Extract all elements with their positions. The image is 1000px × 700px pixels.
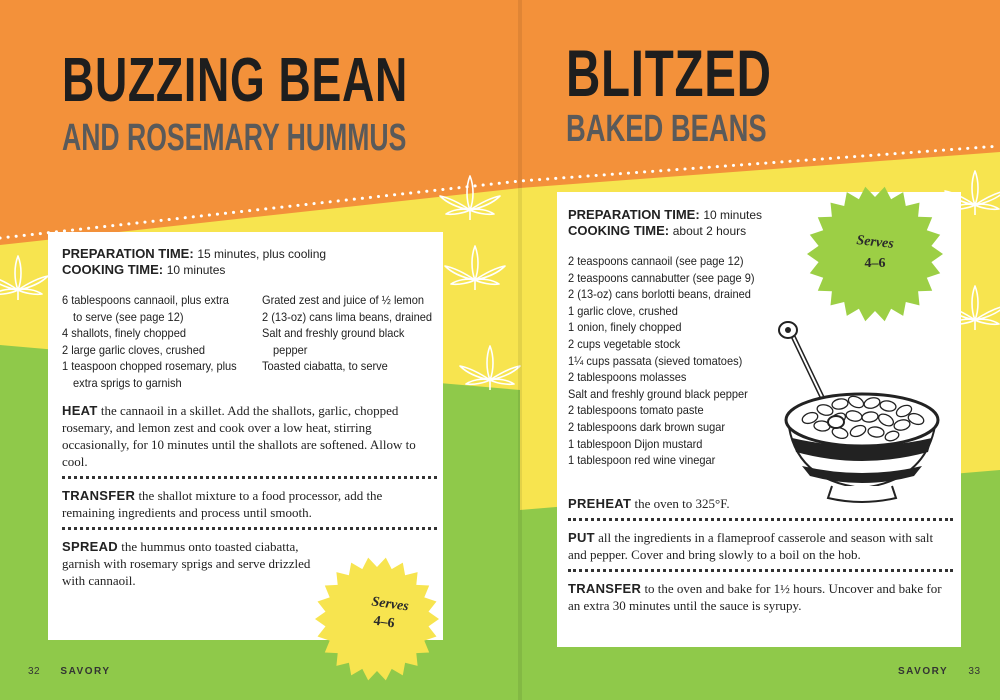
ingredient-item: 2 teaspoons cannabutter (see page 9) xyxy=(568,270,755,285)
recipe-subtitle: BAKED BEANS xyxy=(566,108,767,150)
prep-time-value: 10 minutes xyxy=(703,208,763,222)
ingredient-column xyxy=(262,292,432,375)
ingredient-item: 1¼ cups passata (sieved tomatoes) xyxy=(568,353,743,368)
cook-time-value: about 2 hours xyxy=(672,224,747,238)
serves-badge-value: 4–6 xyxy=(864,256,886,271)
ingredient-item: 2 teaspoons cannaoil (see page 12) xyxy=(568,254,744,268)
serves-badge-label: Serves xyxy=(370,594,410,615)
step-text: the shallot mixture to a food processor, add the remaining ingredients and process until smooth. xyxy=(62,488,383,520)
ingredient-item: 2 (13-oz) cans borlotti beans, drained xyxy=(568,287,751,302)
ingredient-item: 2 (13-oz) cans lima beans, drained xyxy=(262,309,432,324)
prep-time-label: PREPARATION TIME: xyxy=(568,207,700,222)
ingredient-list xyxy=(62,292,437,402)
step-text: the oven to 325°F. xyxy=(631,495,730,511)
ingredient-item: 4 shallots, finely chopped xyxy=(62,326,186,341)
step-text: to the oven and bake for 1½ hours. Uncover and bake for an extra 30 minutes until the sauce is syrupy. xyxy=(568,580,942,613)
ingredient-item: extra sprigs to garnish xyxy=(73,375,182,390)
step-text: all the ingredients in a flameproof casserole and season with salt and pepper. Cover and bring slowly to a boil on the hob. xyxy=(568,529,934,562)
ingredient-item: 1 tablespoon red wine vinegar xyxy=(568,453,716,468)
ingredient-item: 2 large garlic cloves, crushed xyxy=(62,342,205,357)
step-text: the cannaoil in a skillet. Add the shallots, garlic, chopped rosemary, and lemon zest and cook over a low heat, stirring occasionally, for 10 minutes until the shallots are softened. Allow to cool. xyxy=(62,403,416,469)
ingredient-column xyxy=(62,292,237,392)
ingredient-item: Toasted ciabatta, to serve xyxy=(262,359,388,374)
ingredient-item: 2 tablespoons molasses xyxy=(568,370,687,385)
step-verb: TRANSFER xyxy=(568,580,642,596)
method-step xyxy=(568,529,953,563)
step-verb: TRANSFER xyxy=(62,488,136,503)
method-step xyxy=(62,538,317,589)
page-number: 33 xyxy=(968,666,981,677)
step-verb: SPREAD xyxy=(62,539,118,554)
method-step xyxy=(62,487,437,521)
cook-time xyxy=(62,262,437,278)
recipe-title: BLITZED xyxy=(566,36,772,110)
method-step xyxy=(568,580,953,614)
ingredient-item: pepper xyxy=(273,342,308,357)
ingredient-item: 1 teaspoon chopped rosemary, plus xyxy=(62,359,237,374)
ingredient-item: 1 garlic clove, crushed xyxy=(568,303,678,318)
ingredient-item: Salt and freshly ground black xyxy=(262,326,405,341)
dotted-divider xyxy=(568,569,953,572)
method-step xyxy=(62,402,437,470)
step-verb: PREHEAT xyxy=(568,495,632,511)
ingredient-item: 6 tablespoons cannaoil, plus extra xyxy=(62,293,229,307)
cook-time-label: COOKING TIME: xyxy=(568,223,670,238)
cook-time-label: COOKING TIME: xyxy=(62,262,164,277)
ingredient-item: 1 tablespoon Dijon mustard xyxy=(568,436,703,451)
section-name: SAVORY xyxy=(898,666,949,677)
ingredient-item: 2 tablespoons tomato paste xyxy=(568,403,704,418)
dotted-divider xyxy=(62,527,437,530)
page-number: 32 xyxy=(28,666,41,677)
cook-time-value: 10 minutes xyxy=(166,263,226,277)
prep-time-label: PREPARATION TIME: xyxy=(62,246,194,261)
page-footer-right xyxy=(898,666,981,677)
ingredient-item: to serve (see page 12) xyxy=(73,309,184,324)
recipe-title: BUZZING BEAN xyxy=(62,46,408,115)
serves-badge-value: 4–6 xyxy=(372,613,396,632)
recipe-subtitle: AND ROSEMARY HUMMUS xyxy=(62,117,407,159)
dotted-divider xyxy=(62,476,437,479)
prep-time xyxy=(62,246,437,262)
ingredient-item: Salt and freshly ground black pepper xyxy=(568,386,748,401)
step-verb: PUT xyxy=(568,529,595,545)
ingredient-item: 2 cups vegetable stock xyxy=(568,336,681,351)
step-verb: HEAT xyxy=(62,403,98,418)
prep-time-value: 15 minutes, plus cooling xyxy=(197,247,327,261)
ingredient-item: 2 tablespoons dark brown sugar xyxy=(568,419,726,434)
page-footer-left xyxy=(28,666,111,677)
step-text: the hummus onto toasted ciabatta, garnish with rosemary sprigs and serve drizzled with cannaoil. xyxy=(62,539,311,588)
section-name: SAVORY xyxy=(60,666,111,677)
dotted-divider xyxy=(568,518,953,521)
ingredient-item: 1 onion, finely chopped xyxy=(568,320,682,335)
serves-badge-label: Serves xyxy=(855,233,895,252)
ingredient-item: Grated zest and juice of ½ lemon xyxy=(262,293,425,307)
bean-bowl-illustration xyxy=(770,320,950,510)
